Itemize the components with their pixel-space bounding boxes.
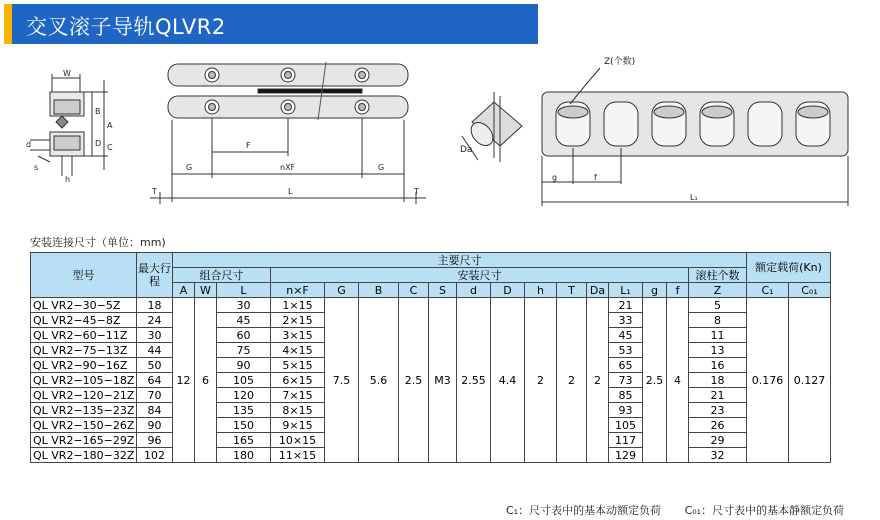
spec-table [30,252,831,463]
cell-L: 90 [217,358,271,373]
technical-drawings [0,52,880,232]
cell-model: QL VR2−150−26Z [31,418,137,433]
cell-D: 4.4 [491,298,525,463]
cell-nF: 6×15 [271,373,325,388]
cell-L1: 33 [609,313,643,328]
cell-nF: 8×15 [271,403,325,418]
cell-Z: 16 [689,358,747,373]
cell-L1: 53 [609,343,643,358]
dim-label-L: L [288,187,293,196]
cell-nF: 3×15 [271,328,325,343]
cell-stroke: 64 [137,373,173,388]
header-roller-count: 滚柱个数 [689,268,747,283]
header-install-dims: 安装尺寸 [271,268,689,283]
cell-stroke: 90 [137,418,173,433]
cell-L: 105 [217,373,271,388]
cell-h: 2 [525,298,557,463]
cell-model: QL VR2−135−23Z [31,403,137,418]
dim-label-W: W [63,69,71,78]
cell-model: QL VR2−90−16Z [31,358,137,373]
cell-L1: 21 [609,298,643,313]
cell-stroke: 18 [137,298,173,313]
footnote-c01: C₀₁：尺寸表中的基本静额定负荷 [684,504,845,517]
cell-d: 2.55 [457,298,491,463]
cell-nF: 1×15 [271,298,325,313]
col-L: L [217,283,271,298]
col-Da: Da [587,283,609,298]
footnote-c1: C₁：尺寸表中的基本动额定负荷 [506,504,662,517]
cell-C01: 0.127 [789,298,831,463]
cell-nF: 5×15 [271,358,325,373]
cell-Z: 8 [689,313,747,328]
cell-L: 75 [217,343,271,358]
table-caption: 安装连接尺寸（单位：mm) [30,236,166,249]
dim-label-nxf: nXF [280,163,296,172]
cell-nF: 4×15 [271,343,325,358]
cell-Z: 23 [689,403,747,418]
cell-L: 165 [217,433,271,448]
cell-C: 2.5 [399,298,429,463]
dim-label-s: s [34,163,39,172]
col-C: C [399,283,429,298]
cell-L: 60 [217,328,271,343]
spec-table-body [31,298,831,463]
cell-model: QL VR2−45−8Z [31,313,137,328]
col-C01: C₀₁ [789,283,831,298]
title-bar [4,4,538,44]
cell-nF: 9×15 [271,418,325,433]
cell-nF: 7×15 [271,388,325,403]
cell-model: QL VR2−60−11Z [31,328,137,343]
cell-C1: 0.176 [747,298,789,463]
col-nF: n×F [271,283,325,298]
cell-S: M3 [429,298,457,463]
cell-L1: 45 [609,328,643,343]
cell-model: QL VR2−105−18Z [31,373,137,388]
dim-label-F: F [246,141,251,150]
cell-L: 150 [217,418,271,433]
cell-W: 6 [195,298,217,463]
roller-cage-drawing [542,68,848,206]
dim-label-Da: Da [460,145,473,155]
cell-L: 120 [217,388,271,403]
cell-B: 5.6 [359,298,399,463]
cell-Z: 29 [689,433,747,448]
cell-L: 45 [217,313,271,328]
col-d: d [457,283,491,298]
cell-model: QL VR2−120−21Z [31,388,137,403]
cell-nF: 10×15 [271,433,325,448]
cell-stroke: 50 [137,358,173,373]
cell-f: 4 [667,298,689,463]
cell-L1: 105 [609,418,643,433]
header-row-1 [31,253,831,268]
col-h: h [525,283,557,298]
cell-stroke: 70 [137,388,173,403]
cell-L1: 93 [609,403,643,418]
cell-stroke: 96 [137,433,173,448]
header-model: 型号 [31,253,137,298]
cell-Z: 5 [689,298,747,313]
cell-L: 30 [217,298,271,313]
dim-label-G-left: G [186,163,193,172]
cell-stroke: 24 [137,313,173,328]
cell-stroke: 30 [137,328,173,343]
header-stroke: 最大行程 [137,253,173,298]
col-B: B [359,283,399,298]
col-S: S [429,283,457,298]
col-g: g [643,283,667,298]
col-W: W [195,283,217,298]
cell-L1: 85 [609,388,643,403]
rail-top-view-drawing [150,62,426,204]
cell-L: 180 [217,448,271,463]
cell-g: 2.5 [643,298,667,463]
cell-stroke: 102 [137,448,173,463]
cell-model: QL VR2−180−32Z [31,448,137,463]
dim-label-d: d [26,140,32,149]
cell-nF: 11×15 [271,448,325,463]
dim-label-Z: Z(个数) [604,57,636,67]
cell-Z: 11 [689,328,747,343]
cell-model: QL VR2−75−13Z [31,343,137,358]
footnotes [506,502,864,518]
cell-L: 135 [217,403,271,418]
cell-A: 12 [173,298,195,463]
dim-label-h: h [65,175,71,184]
cell-L1: 73 [609,373,643,388]
col-D: D [491,283,525,298]
dim-label-T-right: T [414,187,419,196]
header-rated-load: 额定载荷(Kn) [747,253,831,283]
col-L1: L₁ [609,283,643,298]
title-accent [4,4,12,44]
dim-label-T-left: T [152,187,157,196]
dim-label-B: B [95,107,101,116]
cell-L1: 117 [609,433,643,448]
cell-Z: 26 [689,418,747,433]
table-row [31,298,831,313]
cell-Z: 32 [689,448,747,463]
cell-G: 7.5 [325,298,359,463]
dim-label-L1: L₁ [690,193,698,202]
page-title: 交叉滚子导轨QLVR2 [26,15,226,39]
dim-label-C: C [107,143,113,152]
cell-L1: 129 [609,448,643,463]
cross-section-drawing [30,74,108,176]
dim-label-D: D [95,139,102,148]
col-Z: Z [689,283,747,298]
header-combo-dims: 组合尺寸 [173,268,271,283]
col-T: T [557,283,587,298]
cell-T: 2 [557,298,587,463]
cell-L1: 65 [609,358,643,373]
dim-label-g: g [552,173,558,182]
col-A: A [173,283,195,298]
cell-model: QL VR2−30−5Z [31,298,137,313]
col-f: f [667,283,689,298]
cell-Z: 13 [689,343,747,358]
cell-nF: 2×15 [271,313,325,328]
cell-Z: 18 [689,373,747,388]
cell-Da: 2 [587,298,609,463]
cell-stroke: 84 [137,403,173,418]
dim-label-A: A [107,121,113,130]
dim-label-f: f [594,173,597,182]
cell-model: QL VR2−165−29Z [31,433,137,448]
cell-stroke: 44 [137,343,173,358]
cell-Z: 21 [689,388,747,403]
col-C1: C₁ [747,283,789,298]
col-G: G [325,283,359,298]
header-main-dims: 主要尺寸 [173,253,747,268]
dim-label-G-right: G [378,163,385,172]
